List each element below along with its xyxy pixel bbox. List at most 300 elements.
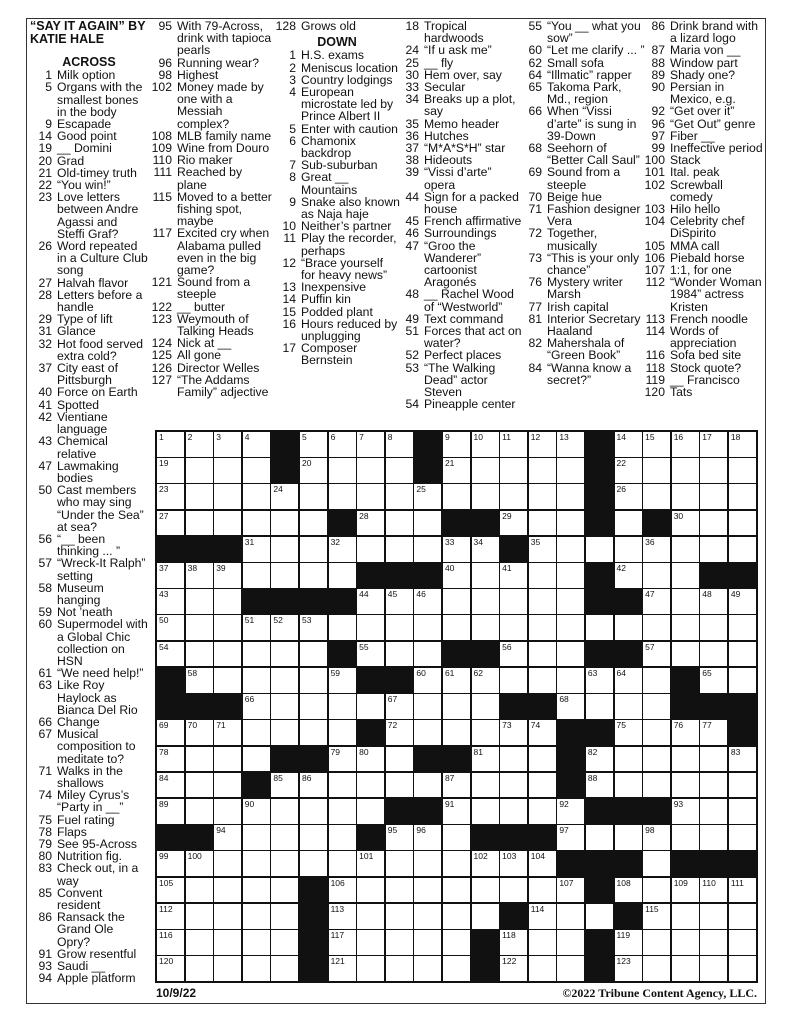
grid-cell[interactable] xyxy=(157,458,184,483)
grid-cell[interactable] xyxy=(615,432,642,457)
grid-cell[interactable] xyxy=(386,589,413,614)
down-clue[interactable] xyxy=(397,166,523,190)
grid-cell[interactable] xyxy=(557,799,584,824)
grid-cell[interactable] xyxy=(729,878,756,903)
across-clue[interactable] xyxy=(150,276,274,300)
across-clue[interactable] xyxy=(274,20,400,32)
grid-cell[interactable] xyxy=(615,668,642,693)
down-clue[interactable] xyxy=(397,288,523,312)
grid-cell[interactable] xyxy=(700,956,727,981)
across-clue[interactable] xyxy=(30,435,148,459)
grid-cell[interactable] xyxy=(443,956,470,981)
down-clue[interactable] xyxy=(397,325,523,349)
grid-cell[interactable] xyxy=(300,642,327,667)
grid-cell[interactable] xyxy=(443,537,470,562)
grid-cell[interactable] xyxy=(157,930,184,955)
grid-cell[interactable] xyxy=(443,930,470,955)
grid-cell[interactable] xyxy=(271,668,298,693)
grid-cell[interactable] xyxy=(643,537,670,562)
grid-cell[interactable] xyxy=(643,773,670,798)
grid-cell[interactable] xyxy=(672,589,699,614)
grid-cell[interactable] xyxy=(300,694,327,719)
grid-cell[interactable] xyxy=(729,615,756,640)
across-clue[interactable] xyxy=(150,313,274,337)
grid-cell[interactable] xyxy=(271,956,298,981)
grid-cell[interactable] xyxy=(300,615,327,640)
grid-cell[interactable] xyxy=(672,511,699,536)
across-clue[interactable] xyxy=(30,386,148,398)
grid-cell[interactable] xyxy=(186,563,213,588)
grid-cell[interactable] xyxy=(586,904,613,929)
down-clue[interactable] xyxy=(520,203,646,227)
grid-cell[interactable] xyxy=(243,642,270,667)
grid-cell[interactable] xyxy=(329,458,356,483)
grid-cell[interactable] xyxy=(357,956,384,981)
across-clue[interactable] xyxy=(30,155,148,167)
across-clue[interactable] xyxy=(30,679,148,716)
grid-cell[interactable] xyxy=(557,904,584,929)
grid-cell[interactable] xyxy=(157,589,184,614)
grid-cell[interactable] xyxy=(529,537,556,562)
grid-cell[interactable] xyxy=(729,484,756,509)
grid-cell[interactable] xyxy=(300,851,327,876)
down-clue[interactable] xyxy=(643,20,763,44)
grid-cell[interactable] xyxy=(500,563,527,588)
grid-cell[interactable] xyxy=(672,904,699,929)
grid-cell[interactable] xyxy=(443,589,470,614)
grid-cell[interactable] xyxy=(700,537,727,562)
grid-cell[interactable] xyxy=(157,511,184,536)
grid-cell[interactable] xyxy=(357,851,384,876)
down-clue[interactable] xyxy=(397,398,523,410)
grid-cell[interactable] xyxy=(672,642,699,667)
grid-cell[interactable] xyxy=(472,773,499,798)
across-clue[interactable] xyxy=(150,20,274,57)
grid-cell[interactable] xyxy=(672,956,699,981)
grid-cell[interactable] xyxy=(500,773,527,798)
grid-cell[interactable] xyxy=(729,458,756,483)
grid-cell[interactable] xyxy=(414,773,441,798)
grid-cell[interactable] xyxy=(643,458,670,483)
grid-cell[interactable] xyxy=(157,878,184,903)
grid-cell[interactable] xyxy=(329,484,356,509)
across-clue[interactable] xyxy=(30,728,148,765)
grid-cell[interactable] xyxy=(643,432,670,457)
grid-cell[interactable] xyxy=(557,668,584,693)
grid-cell[interactable] xyxy=(271,773,298,798)
grid-cell[interactable] xyxy=(271,563,298,588)
grid-cell[interactable] xyxy=(271,851,298,876)
down-clue[interactable] xyxy=(274,293,400,305)
down-clue[interactable] xyxy=(643,179,763,203)
grid-cell[interactable] xyxy=(643,615,670,640)
grid-cell[interactable] xyxy=(214,799,241,824)
grid-cell[interactable] xyxy=(243,615,270,640)
grid-cell[interactable] xyxy=(443,563,470,588)
grid-cell[interactable] xyxy=(386,825,413,850)
grid-cell[interactable] xyxy=(472,904,499,929)
across-clue[interactable] xyxy=(30,972,148,984)
grid-cell[interactable] xyxy=(414,720,441,745)
grid-cell[interactable] xyxy=(414,642,441,667)
across-clue[interactable] xyxy=(30,240,148,277)
grid-cell[interactable] xyxy=(700,720,727,745)
grid-cell[interactable] xyxy=(615,720,642,745)
grid-cell[interactable] xyxy=(586,537,613,562)
grid-cell[interactable] xyxy=(271,930,298,955)
grid-cell[interactable] xyxy=(472,484,499,509)
grid-cell[interactable] xyxy=(557,642,584,667)
grid-cell[interactable] xyxy=(700,747,727,772)
grid-cell[interactable] xyxy=(186,878,213,903)
grid-cell[interactable] xyxy=(557,589,584,614)
grid-cell[interactable] xyxy=(729,589,756,614)
grid-cell[interactable] xyxy=(357,615,384,640)
grid-cell[interactable] xyxy=(729,537,756,562)
grid-cell[interactable] xyxy=(329,432,356,457)
grid-cell[interactable] xyxy=(500,589,527,614)
grid-cell[interactable] xyxy=(615,511,642,536)
grid-cell[interactable] xyxy=(615,930,642,955)
down-clue[interactable] xyxy=(643,44,763,56)
grid-cell[interactable] xyxy=(557,511,584,536)
grid-cell[interactable] xyxy=(386,432,413,457)
grid-cell[interactable] xyxy=(157,851,184,876)
grid-cell[interactable] xyxy=(500,615,527,640)
grid-cell[interactable] xyxy=(557,458,584,483)
grid-cell[interactable] xyxy=(300,720,327,745)
grid-cell[interactable] xyxy=(186,720,213,745)
grid-cell[interactable] xyxy=(214,589,241,614)
grid-cell[interactable] xyxy=(357,747,384,772)
grid-cell[interactable] xyxy=(186,615,213,640)
grid-cell[interactable] xyxy=(500,930,527,955)
grid-cell[interactable] xyxy=(529,799,556,824)
across-clue[interactable] xyxy=(150,349,274,361)
grid-cell[interactable] xyxy=(271,904,298,929)
grid-cell[interactable] xyxy=(472,747,499,772)
grid-cell[interactable] xyxy=(529,668,556,693)
grid-cell[interactable] xyxy=(414,668,441,693)
grid-cell[interactable] xyxy=(357,458,384,483)
across-clue[interactable] xyxy=(30,142,148,154)
grid-cell[interactable] xyxy=(357,432,384,457)
grid-cell[interactable] xyxy=(615,694,642,719)
grid-cell[interactable] xyxy=(472,563,499,588)
grid-cell[interactable] xyxy=(243,537,270,562)
grid-cell[interactable] xyxy=(672,799,699,824)
grid-cell[interactable] xyxy=(243,511,270,536)
grid-cell[interactable] xyxy=(729,432,756,457)
down-clue[interactable] xyxy=(520,252,646,276)
grid-cell[interactable] xyxy=(214,747,241,772)
down-clue[interactable] xyxy=(643,166,763,178)
grid-cell[interactable] xyxy=(672,747,699,772)
grid-cell[interactable] xyxy=(300,432,327,457)
grid-cell[interactable] xyxy=(672,537,699,562)
grid-cell[interactable] xyxy=(357,904,384,929)
grid-cell[interactable] xyxy=(329,825,356,850)
grid-cell[interactable] xyxy=(500,511,527,536)
grid-cell[interactable] xyxy=(472,668,499,693)
across-clue[interactable] xyxy=(30,789,148,813)
grid-cell[interactable] xyxy=(271,825,298,850)
grid-cell[interactable] xyxy=(500,956,527,981)
down-clue[interactable] xyxy=(520,276,646,300)
grid-cell[interactable] xyxy=(643,851,670,876)
across-clue[interactable] xyxy=(150,227,274,276)
grid-cell[interactable] xyxy=(271,642,298,667)
grid-cell[interactable] xyxy=(529,956,556,981)
grid-cell[interactable] xyxy=(529,615,556,640)
down-clue[interactable] xyxy=(520,313,646,337)
grid-cell[interactable] xyxy=(414,825,441,850)
grid-cell[interactable] xyxy=(672,615,699,640)
grid-cell[interactable] xyxy=(243,825,270,850)
grid-cell[interactable] xyxy=(414,484,441,509)
grid-cell[interactable] xyxy=(586,668,613,693)
grid-cell[interactable] xyxy=(500,747,527,772)
grid-cell[interactable] xyxy=(386,904,413,929)
grid-cell[interactable] xyxy=(386,511,413,536)
grid-cell[interactable] xyxy=(186,930,213,955)
across-clue[interactable] xyxy=(150,191,274,228)
grid-cell[interactable] xyxy=(643,747,670,772)
across-clue[interactable] xyxy=(30,582,148,606)
across-clue[interactable] xyxy=(30,765,148,789)
grid-cell[interactable] xyxy=(586,773,613,798)
down-clue[interactable] xyxy=(397,118,523,130)
grid-cell[interactable] xyxy=(214,825,241,850)
grid-cell[interactable] xyxy=(386,458,413,483)
grid-cell[interactable] xyxy=(186,956,213,981)
down-clue[interactable] xyxy=(520,20,646,44)
across-clue[interactable] xyxy=(30,814,148,826)
grid-cell[interactable] xyxy=(672,720,699,745)
grid-cell[interactable] xyxy=(557,956,584,981)
grid-cell[interactable] xyxy=(186,484,213,509)
down-clue[interactable] xyxy=(520,142,646,166)
grid-cell[interactable] xyxy=(700,642,727,667)
down-clue[interactable] xyxy=(274,318,400,342)
grid-cell[interactable] xyxy=(700,878,727,903)
grid-cell[interactable] xyxy=(414,694,441,719)
grid-cell[interactable] xyxy=(157,799,184,824)
grid-cell[interactable] xyxy=(700,615,727,640)
grid-cell[interactable] xyxy=(729,668,756,693)
grid-cell[interactable] xyxy=(529,589,556,614)
grid-cell[interactable] xyxy=(329,720,356,745)
grid-cell[interactable] xyxy=(472,720,499,745)
across-clue[interactable] xyxy=(30,338,148,362)
down-clue[interactable] xyxy=(643,105,763,117)
grid-cell[interactable] xyxy=(500,878,527,903)
grid-cell[interactable] xyxy=(586,615,613,640)
grid-cell[interactable] xyxy=(157,563,184,588)
down-clue[interactable] xyxy=(520,362,646,386)
grid-cell[interactable] xyxy=(700,484,727,509)
grid-cell[interactable] xyxy=(386,484,413,509)
grid-cell[interactable] xyxy=(443,851,470,876)
grid-cell[interactable] xyxy=(672,458,699,483)
grid-cell[interactable] xyxy=(157,642,184,667)
down-clue[interactable] xyxy=(643,57,763,69)
down-clue[interactable] xyxy=(274,342,400,366)
grid-cell[interactable] xyxy=(529,720,556,745)
grid-cell[interactable] xyxy=(414,537,441,562)
grid-cell[interactable] xyxy=(214,930,241,955)
grid-cell[interactable] xyxy=(529,773,556,798)
grid-cell[interactable] xyxy=(243,904,270,929)
grid-cell[interactable] xyxy=(615,537,642,562)
down-clue[interactable] xyxy=(643,349,763,361)
grid-cell[interactable] xyxy=(386,694,413,719)
grid-cell[interactable] xyxy=(557,878,584,903)
across-clue[interactable] xyxy=(30,411,148,435)
grid-cell[interactable] xyxy=(329,930,356,955)
down-clue[interactable] xyxy=(520,57,646,69)
grid-cell[interactable] xyxy=(243,799,270,824)
down-clue[interactable] xyxy=(643,386,763,398)
crossword-grid[interactable] xyxy=(155,430,758,983)
grid-cell[interactable] xyxy=(729,825,756,850)
grid-cell[interactable] xyxy=(214,878,241,903)
grid-cell[interactable] xyxy=(186,747,213,772)
grid-cell[interactable] xyxy=(643,825,670,850)
grid-cell[interactable] xyxy=(529,511,556,536)
grid-cell[interactable] xyxy=(443,668,470,693)
grid-cell[interactable] xyxy=(271,720,298,745)
grid-cell[interactable] xyxy=(443,799,470,824)
grid-cell[interactable] xyxy=(329,878,356,903)
grid-cell[interactable] xyxy=(300,511,327,536)
grid-cell[interactable] xyxy=(500,642,527,667)
down-clue[interactable] xyxy=(520,227,646,251)
grid-cell[interactable] xyxy=(157,615,184,640)
grid-cell[interactable] xyxy=(214,511,241,536)
grid-cell[interactable] xyxy=(529,563,556,588)
grid-cell[interactable] xyxy=(357,930,384,955)
grid-cell[interactable] xyxy=(643,642,670,667)
grid-cell[interactable] xyxy=(329,904,356,929)
grid-cell[interactable] xyxy=(243,956,270,981)
grid-cell[interactable] xyxy=(214,563,241,588)
down-clue[interactable] xyxy=(520,105,646,142)
grid-cell[interactable] xyxy=(243,484,270,509)
grid-cell[interactable] xyxy=(472,851,499,876)
grid-cell[interactable] xyxy=(357,484,384,509)
grid-cell[interactable] xyxy=(615,747,642,772)
across-clue[interactable] xyxy=(150,374,274,398)
grid-cell[interactable] xyxy=(443,878,470,903)
grid-cell[interactable] xyxy=(386,878,413,903)
grid-cell[interactable] xyxy=(300,825,327,850)
grid-cell[interactable] xyxy=(214,432,241,457)
grid-cell[interactable] xyxy=(529,484,556,509)
grid-cell[interactable] xyxy=(357,511,384,536)
grid-cell[interactable] xyxy=(214,956,241,981)
grid-cell[interactable] xyxy=(700,930,727,955)
grid-cell[interactable] xyxy=(186,668,213,693)
grid-cell[interactable] xyxy=(529,432,556,457)
grid-cell[interactable] xyxy=(557,930,584,955)
grid-cell[interactable] xyxy=(357,799,384,824)
grid-cell[interactable] xyxy=(386,773,413,798)
grid-cell[interactable] xyxy=(672,432,699,457)
grid-cell[interactable] xyxy=(271,694,298,719)
grid-cell[interactable] xyxy=(529,878,556,903)
grid-cell[interactable] xyxy=(157,904,184,929)
grid-cell[interactable] xyxy=(643,930,670,955)
grid-cell[interactable] xyxy=(271,511,298,536)
across-clue[interactable] xyxy=(30,887,148,911)
down-clue[interactable] xyxy=(643,81,763,105)
grid-cell[interactable] xyxy=(329,537,356,562)
grid-cell[interactable] xyxy=(300,773,327,798)
grid-cell[interactable] xyxy=(643,563,670,588)
grid-cell[interactable] xyxy=(643,694,670,719)
grid-cell[interactable] xyxy=(529,458,556,483)
grid-cell[interactable] xyxy=(300,458,327,483)
across-clue[interactable] xyxy=(30,191,148,240)
grid-cell[interactable] xyxy=(615,956,642,981)
across-clue[interactable] xyxy=(30,533,148,557)
grid-cell[interactable] xyxy=(472,458,499,483)
grid-cell[interactable] xyxy=(214,851,241,876)
down-clue[interactable] xyxy=(643,215,763,239)
grid-cell[interactable] xyxy=(529,747,556,772)
grid-cell[interactable] xyxy=(300,799,327,824)
grid-cell[interactable] xyxy=(672,825,699,850)
grid-cell[interactable] xyxy=(214,668,241,693)
grid-cell[interactable] xyxy=(700,773,727,798)
grid-cell[interactable] xyxy=(300,668,327,693)
grid-cell[interactable] xyxy=(615,825,642,850)
grid-cell[interactable] xyxy=(557,484,584,509)
grid-cell[interactable] xyxy=(557,537,584,562)
grid-cell[interactable] xyxy=(271,484,298,509)
grid-cell[interactable] xyxy=(529,851,556,876)
grid-cell[interactable] xyxy=(271,537,298,562)
grid-cell[interactable] xyxy=(157,484,184,509)
across-clue[interactable] xyxy=(30,460,148,484)
grid-cell[interactable] xyxy=(214,615,241,640)
grid-cell[interactable] xyxy=(729,904,756,929)
grid-cell[interactable] xyxy=(472,432,499,457)
grid-cell[interactable] xyxy=(329,615,356,640)
grid-cell[interactable] xyxy=(700,799,727,824)
down-clue[interactable] xyxy=(643,118,763,130)
grid-cell[interactable] xyxy=(300,537,327,562)
grid-cell[interactable] xyxy=(643,956,670,981)
grid-cell[interactable] xyxy=(386,747,413,772)
across-clue[interactable] xyxy=(30,911,148,948)
grid-cell[interactable] xyxy=(357,878,384,903)
grid-cell[interactable] xyxy=(329,747,356,772)
grid-cell[interactable] xyxy=(615,484,642,509)
down-clue[interactable] xyxy=(274,86,400,123)
grid-cell[interactable] xyxy=(443,615,470,640)
grid-cell[interactable] xyxy=(443,432,470,457)
grid-cell[interactable] xyxy=(186,642,213,667)
grid-cell[interactable] xyxy=(243,432,270,457)
grid-cell[interactable] xyxy=(586,747,613,772)
grid-cell[interactable] xyxy=(414,904,441,929)
down-clue[interactable] xyxy=(274,62,400,74)
grid-cell[interactable] xyxy=(386,851,413,876)
grid-cell[interactable] xyxy=(186,511,213,536)
grid-cell[interactable] xyxy=(157,956,184,981)
